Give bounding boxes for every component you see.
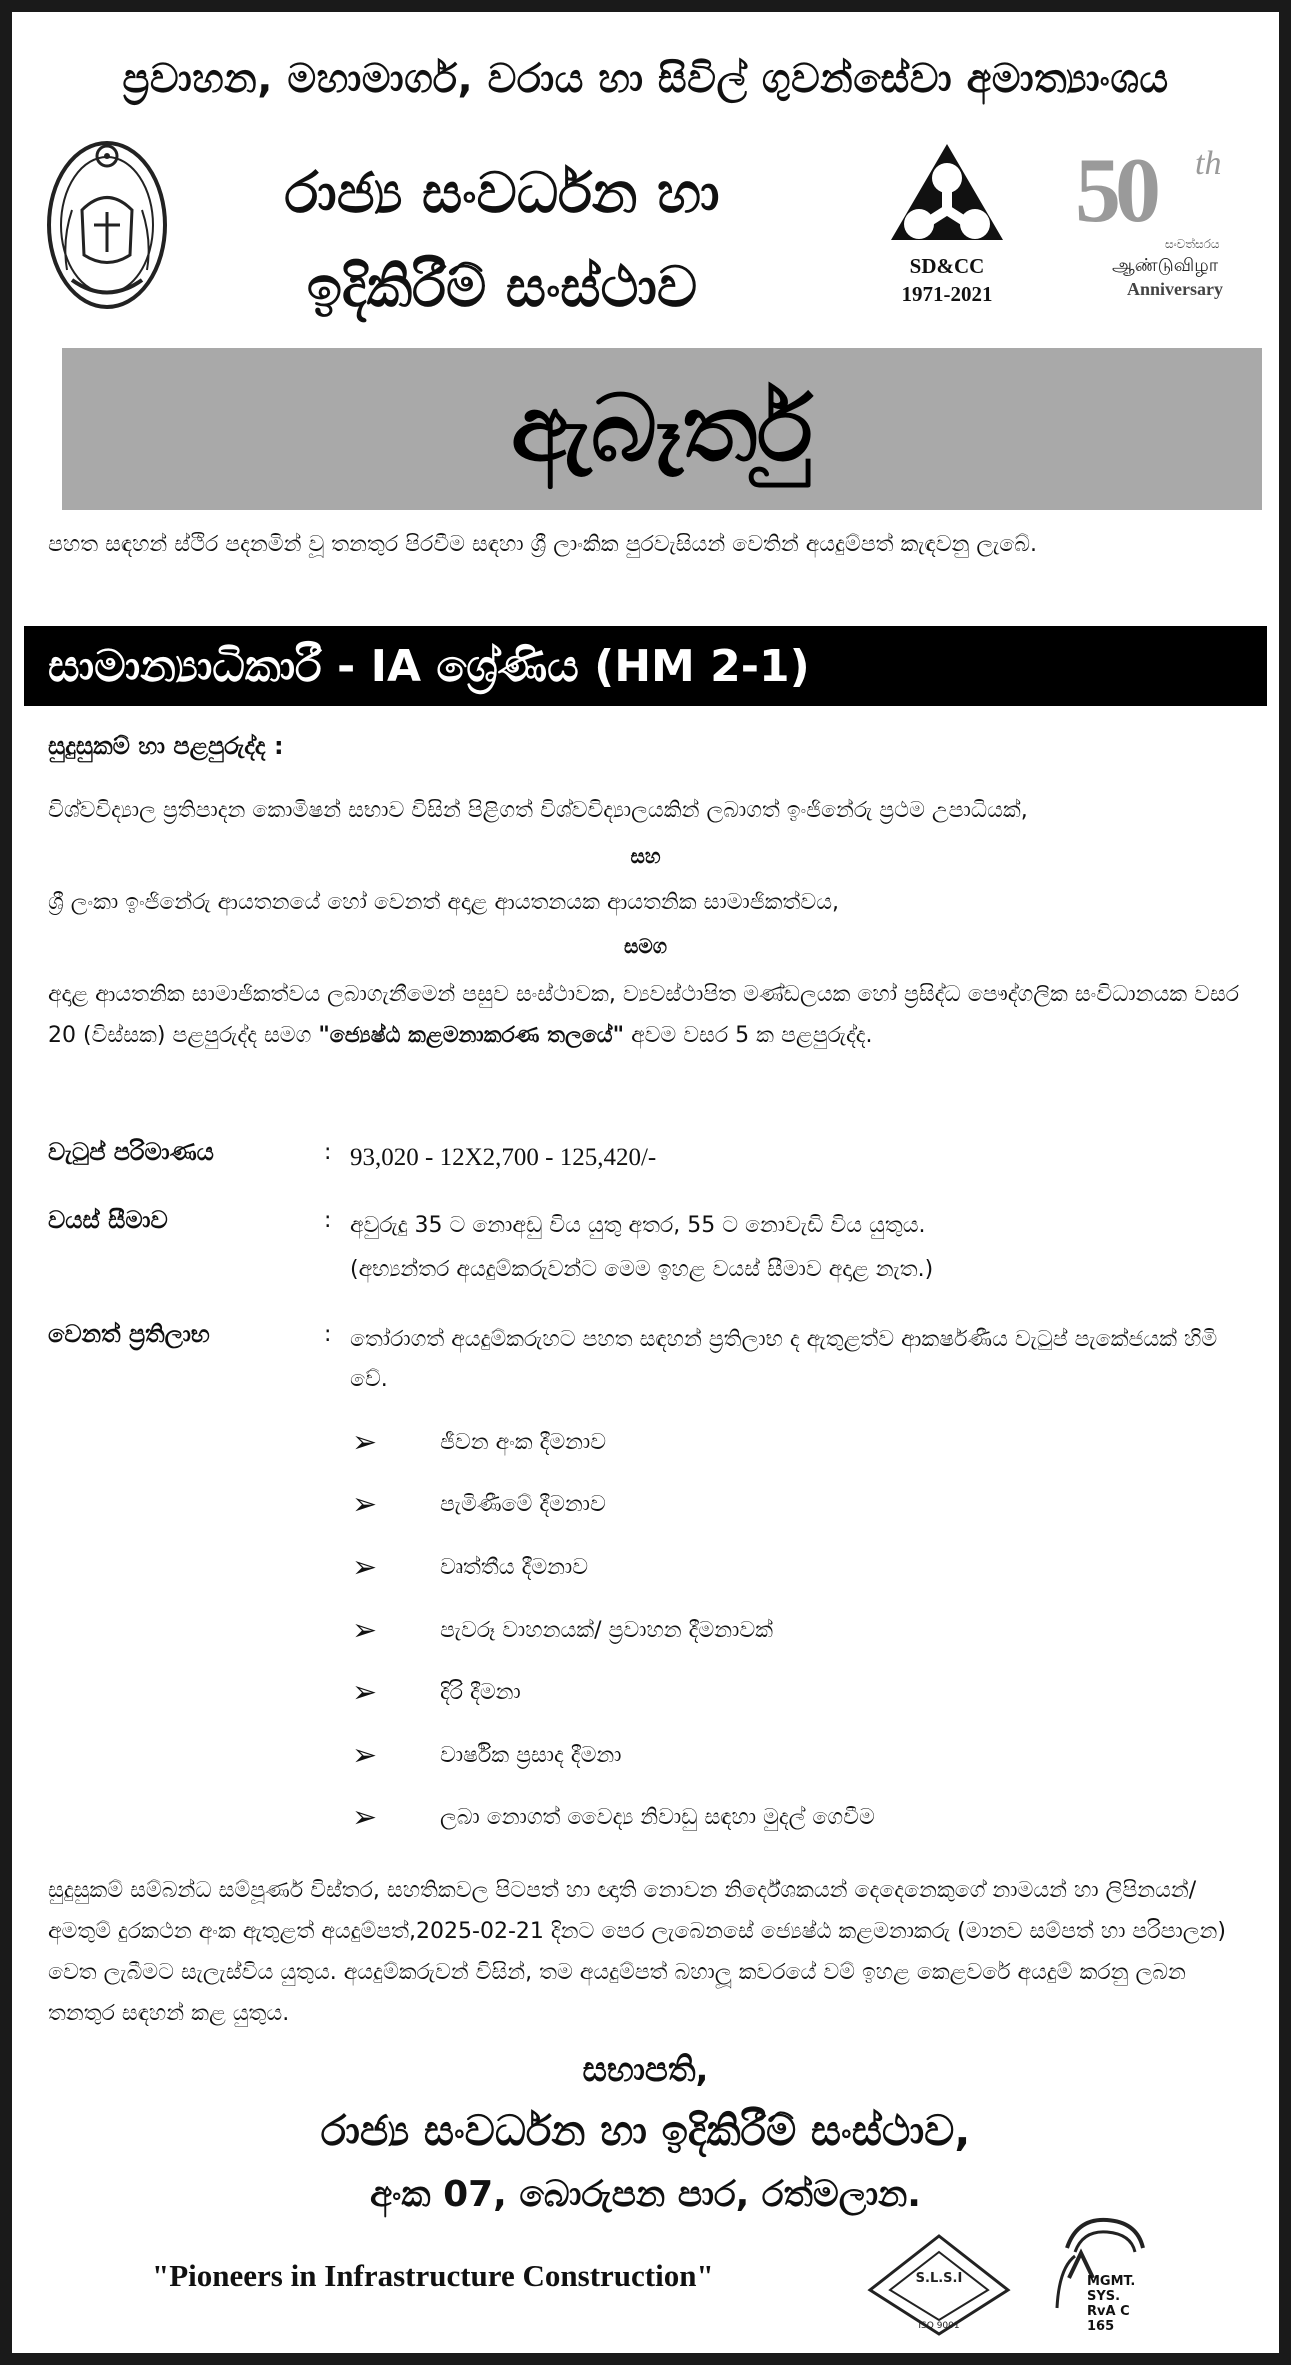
benefits-colon: :: [324, 1322, 332, 1347]
age-colon: :: [324, 1208, 332, 1233]
age-label: වයස් සීමාව: [48, 1206, 168, 1234]
benefit-arrow-icon: ➢: [352, 1800, 378, 1835]
anniversary-number: 50: [1075, 139, 1155, 241]
sls-text: S.L.S.I: [915, 2271, 963, 2286]
experience-senior-level: "ජ්‍යෙෂ්ඨ කළමනාකරණ තලයේ": [318, 1023, 625, 1048]
benefit-arrow-icon: ➢: [352, 1675, 378, 1710]
experience-text-end: අවම වසර 5 ක පළපුරුද්ද.: [631, 1023, 873, 1048]
signature-address: අංක 07, බොරුපන පාර, රත්මලාන.: [370, 2174, 921, 2215]
qualification-degree: විශ්වවිද්‍යාල ප්‍රතිපාදන කොමිෂන් සභාව විසින් පිළිගත් විශ්වවිද්‍යාලයකින් ලබාගත් ඉංජිනේරු ප්‍රථම උපාධියක්,: [48, 798, 1028, 823]
organization-name: [202, 147, 802, 335]
organization-name-line2: ඉදිකිරීම් සංස්ථාව: [306, 255, 698, 320]
vacancy-banner: [62, 348, 1262, 510]
benefit-item: ලබා නොගත් වෛද්‍ය නිවාඩු සඳහා මුදල් ගෙවීම: [440, 1805, 875, 1830]
signature-chairman: සභාපති,: [582, 2050, 709, 2090]
anniversary-sinhala: සංවත්සරය: [1165, 237, 1220, 251]
post-title: සාමාන්‍යාධිකාරී - IA ශ්‍රේණිය (HM 2-1): [48, 640, 810, 692]
vacancy-title: ඇබෑර්තු: [511, 374, 813, 482]
sdcc-logo-caption: [867, 252, 1027, 308]
qualification-membership: ශ්‍රී ලංකා ඉංජිනේරු ආයතනයේ හෝ වෙනත් අදාළ ආයතනයක ආයතනික සාමාජිකත්වය,: [48, 890, 840, 915]
benefit-item: පැවරූ වාහනයක්/ ප්‍රවාහන දීමනාවක්: [440, 1618, 774, 1643]
qualification-experience: [48, 974, 1243, 1056]
organization-name-line1: රාජ්‍ය සංවර්ධන හා: [284, 161, 720, 226]
application-instructions: සුදුසුකම් සම්බන්ධ සම්පූර්ණ විස්තර, සහතිකවල පිටපත් හා ඥාති නොවන නිර්දේශකයන් දෙදෙනෙකුගේ නාමයන් හා ලිපිනයන්/ අමතුම් දුරකථන අංක ඇතුළත් අයදුම්පත්,2025-02-21 දිනට පෙර ලැබෙනසේ ජ්‍යෙෂ්ඨ කළමනාකරු (මානව සම්පත් හා පරිපාලන) වෙත ලැබීමට සැලැස්විය යුතුය. අයදුම්කරුවන් විසින්, තම අයදුම්පත් බහාලූ කවරයේ වම් ඉහළ කෙළවරේ අයදුම් කරනු ලබන තනතුර සඳහන් කළ යුතුය.: [48, 1878, 1226, 2026]
anniversary-word: Anniversary: [1127, 279, 1223, 299]
mgmt-line2: RvA C 165: [1087, 2304, 1130, 2334]
sdcc-years: 1971-2021: [901, 282, 993, 306]
ministry-name: ප්‍රවාහන, මහාමාර්ග, වරාය හා සිවිල් ගුවන්සේවා අමාත්‍යාංශය: [122, 56, 1169, 102]
benefit-arrow-icon: ➢: [352, 1425, 378, 1460]
benefits-intro: තෝරාගත් අයදුම්කරුහට පහත සඳහන් ප්‍රතිලාභ ද ඇතුළත්ව ආකර්ෂණීය වැටුප් පැකේජයක් හිමි වේ.: [350, 1327, 1218, 1392]
qualifications-heading: සුදුසුකම් හා පළපුරුද්ද :: [48, 732, 284, 760]
qualification-join-with: සමග: [623, 934, 668, 958]
qualification-join-and: සහ: [630, 844, 661, 868]
sdcc-abbreviation: SD&CC: [909, 254, 985, 278]
benefit-arrow-icon: ➢: [352, 1487, 378, 1522]
intro-text: පහත සඳහන් ස්ථිර පදනමින් වූ තනතුර පිරවීම සඳහා ශ්‍රී ලාංකික පුරවැසියන් වෙතින් අයදුම්පත් කැඳවනු ලැබේ.: [48, 532, 1037, 557]
benefit-arrow-icon: ➢: [352, 1738, 378, 1773]
anniversary-tamil: ஆண்டுவிழா: [1112, 255, 1219, 276]
organization-motto: "Pioneers in Infrastructure Construction": [152, 2258, 714, 2293]
national-emblem-icon: [42, 130, 172, 320]
age-note: (අභ්‍යන්තර අයදුම්කරුවන්ට මෙම ඉහළ වයස් සීමාව අදාළ නැත.): [350, 1257, 934, 1282]
sdcc-triangle-logo-icon: [887, 140, 1007, 250]
mgmt-system-text: [1087, 2274, 1147, 2334]
anniversary-logo: [1067, 137, 1267, 307]
benefit-arrow-icon: ➢: [352, 1613, 378, 1648]
mgmt-line1: MGMT. SYS.: [1087, 2274, 1136, 2304]
signature-organization: රාජ්‍ය සංවර්ධන හා ඉදිකිරීම් සංස්ථාව,: [320, 2106, 971, 2155]
salary-colon: :: [324, 1140, 332, 1165]
benefit-item: පැමිණීමේ දීමනාව: [440, 1492, 606, 1517]
age-value: අවුරුදු 35 ට නොඅඩු විය යුතු අතර, 55 ට නොවැඩි විය යුතුය.: [350, 1213, 926, 1238]
benefit-item: වාර්ෂික ප්‍රසාද දීමනා: [440, 1743, 622, 1768]
iso-text: ISO 9001: [918, 2321, 960, 2331]
benefit-item: වෘත්තීය දීමනාව: [440, 1555, 589, 1580]
benefit-arrow-icon: ➢: [352, 1550, 378, 1585]
salary-label: වැටුප් පරිමාණය: [48, 1138, 214, 1166]
experience-text-start: අදාළ ආයතනික සාමාජිකත්වය ලබාගැනීමෙන් පසුව සංස්ථාවක, ව්‍යවස්ථාපිත මණ්ඩලයක හෝ ප්‍රසිද්ධ පෞද්ගලික සංවිධානයක වසර 20 (විස්සක) පළපුරුද්ද සමග: [48, 982, 1240, 1048]
post-title-banner: [24, 626, 1267, 706]
benefit-item: ජීවන අංක දීමනාව: [440, 1430, 607, 1455]
benefit-item: දිරි දීමනා: [440, 1680, 521, 1705]
sls-iso-certification-logo-icon: [864, 2230, 1014, 2340]
benefits-label: වෙනත් ප්‍රතිලාභ: [48, 1320, 210, 1348]
salary-value: 93,020 - 12X2,700 - 125,420/-: [350, 1144, 657, 1171]
anniversary-suffix: th: [1195, 145, 1222, 182]
